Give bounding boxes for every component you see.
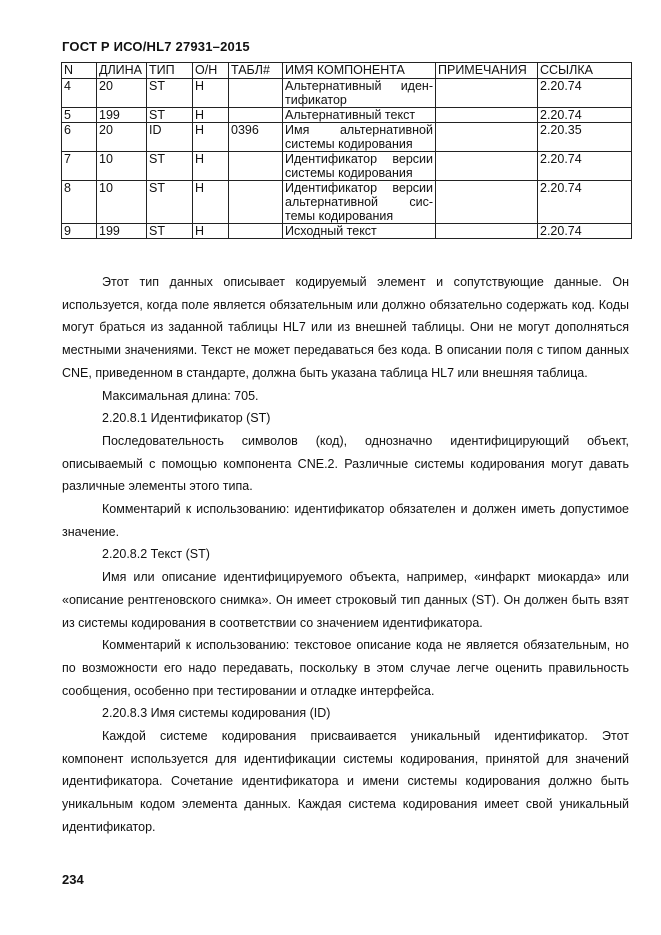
table-cell: 4	[62, 79, 97, 108]
section-heading: 2.20.8.2 Текст (ST)	[102, 547, 210, 562]
table-cell: Н	[193, 152, 229, 181]
table-cell: 20	[97, 79, 147, 108]
body-text	[62, 271, 629, 839]
col-header: N	[62, 63, 97, 79]
section-heading: 2.20.8.1 Идентификатор (ST)	[102, 411, 271, 426]
table-cell: 2.20.35	[538, 123, 632, 152]
table-cell: Н	[193, 123, 229, 152]
table-cell: Н	[193, 108, 229, 123]
table-cell	[229, 152, 283, 181]
table-cell: 199	[97, 108, 147, 123]
col-header: О/Н	[193, 63, 229, 79]
table-header-row	[62, 63, 632, 79]
table-cell: ST	[147, 79, 193, 108]
table-cell: ST	[147, 152, 193, 181]
table-row	[62, 79, 632, 108]
page-number: 234	[62, 872, 84, 887]
col-header: ПРИМЕЧАНИЯ	[436, 63, 538, 79]
table-cell	[229, 181, 283, 224]
table-cell	[229, 224, 283, 239]
table-cell	[436, 224, 538, 239]
table-cell: 20	[97, 123, 147, 152]
table-cell	[436, 181, 538, 224]
col-header: ИМЯ КОМПОНЕНТА	[283, 63, 436, 79]
section-heading: 2.20.8.3 Имя системы кодирования (ID)	[102, 706, 331, 721]
table-cell: Идентификатор версии системы кодирования	[283, 152, 436, 181]
table-cell: 8	[62, 181, 97, 224]
table-cell: 6	[62, 123, 97, 152]
table-cell: 5	[62, 108, 97, 123]
table-cell	[229, 108, 283, 123]
table-row	[62, 224, 632, 239]
table-cell: 2.20.74	[538, 181, 632, 224]
col-header: ССЫЛКА	[538, 63, 632, 79]
table-cell: 7	[62, 152, 97, 181]
table-cell: Н	[193, 224, 229, 239]
table-cell: ID	[147, 123, 193, 152]
table-cell	[436, 108, 538, 123]
paragraph: Этот тип данных описывает кодируемый элемент и сопутствующие данные. Он используется, когда поле является обязательным или должно обязательно содержать код. Коды могут браться из заданной таблицы HL7 или из внешней таблицы. Они не могут дополняться местными значениями. Текст не может передаваться без кода. В описании поля с типом данных CNE, приведенном в стандарте, должна быть указана таблица HL7 или внешняя таблица.	[62, 275, 629, 380]
paragraph: Имя или описание идентифицируемого объекта, например, «инфаркт миокарда» или «описание рентгеновского снимка». Он имеет строковый тип данных (ST). Он должен быть взят из системы кодирования в соответствии со значением идентификатора.	[62, 570, 629, 630]
table-cell: 2.20.74	[538, 224, 632, 239]
table-cell: 2.20.74	[538, 108, 632, 123]
table-cell	[436, 123, 538, 152]
table-cell: Имя альтернативной системы кодирования	[283, 123, 436, 152]
col-header: ТИП	[147, 63, 193, 79]
table-cell: 10	[97, 152, 147, 181]
paragraph: Комментарий к использованию: идентификатор обязателен и должен иметь допустимое значение.	[62, 502, 629, 539]
table-cell: 199	[97, 224, 147, 239]
table-cell: Альтернативный иден-тификатор	[283, 79, 436, 108]
table-cell: ST	[147, 181, 193, 224]
paragraph: Каждой системе кодирования присваивается уникальный идентификатор. Этот компонент используется для идентификации системы кодирования, принятой для значений идентификатора. Сочетание идентификатора и имени системы кодирования должно быть уникальным кодом элемента данных. Каждая система кодирования имеет свой уникальный идентификатор.	[62, 729, 629, 834]
table-row	[62, 123, 632, 152]
col-header: ТАБЛ#	[229, 63, 283, 79]
table-cell	[229, 79, 283, 108]
table-cell: 9	[62, 224, 97, 239]
table-row	[62, 108, 632, 123]
table-cell: 2.20.74	[538, 152, 632, 181]
paragraph: Максимальная длина: 705.	[102, 388, 259, 403]
col-header: ДЛИНА	[97, 63, 147, 79]
document-header: ГОСТ Р ИСО/HL7 27931–2015	[62, 39, 250, 54]
table-cell: Альтернативный текст	[283, 108, 436, 123]
table-row	[62, 181, 632, 224]
table-row	[62, 152, 632, 181]
paragraph: Комментарий к использованию: текстовое описание кода не является обязательным, но по возможности его надо передавать, поскольку в этом случае легче оценить правильность сообщения, особенно при тестировании и отладке интерфейса.	[62, 638, 629, 698]
table-cell	[436, 79, 538, 108]
table-cell: 0396	[229, 123, 283, 152]
table-cell: Исходный текст	[283, 224, 436, 239]
table-cell: ST	[147, 108, 193, 123]
table-cell: ST	[147, 224, 193, 239]
table-cell	[436, 152, 538, 181]
paragraph: Последовательность символов (код), однозначно идентифицирующий объект, описываемый с помощью компонента CNE.2. Различные системы кодирования могут давать различные элементы этого типа.	[62, 433, 629, 494]
table-cell: 2.20.74	[538, 79, 632, 108]
table-cell: Идентификатор версии альтернативной сис-темы кодирования	[283, 181, 436, 224]
table-cell: Н	[193, 181, 229, 224]
table-cell: 10	[97, 181, 147, 224]
table-cell: Н	[193, 79, 229, 108]
components-table	[61, 62, 632, 239]
